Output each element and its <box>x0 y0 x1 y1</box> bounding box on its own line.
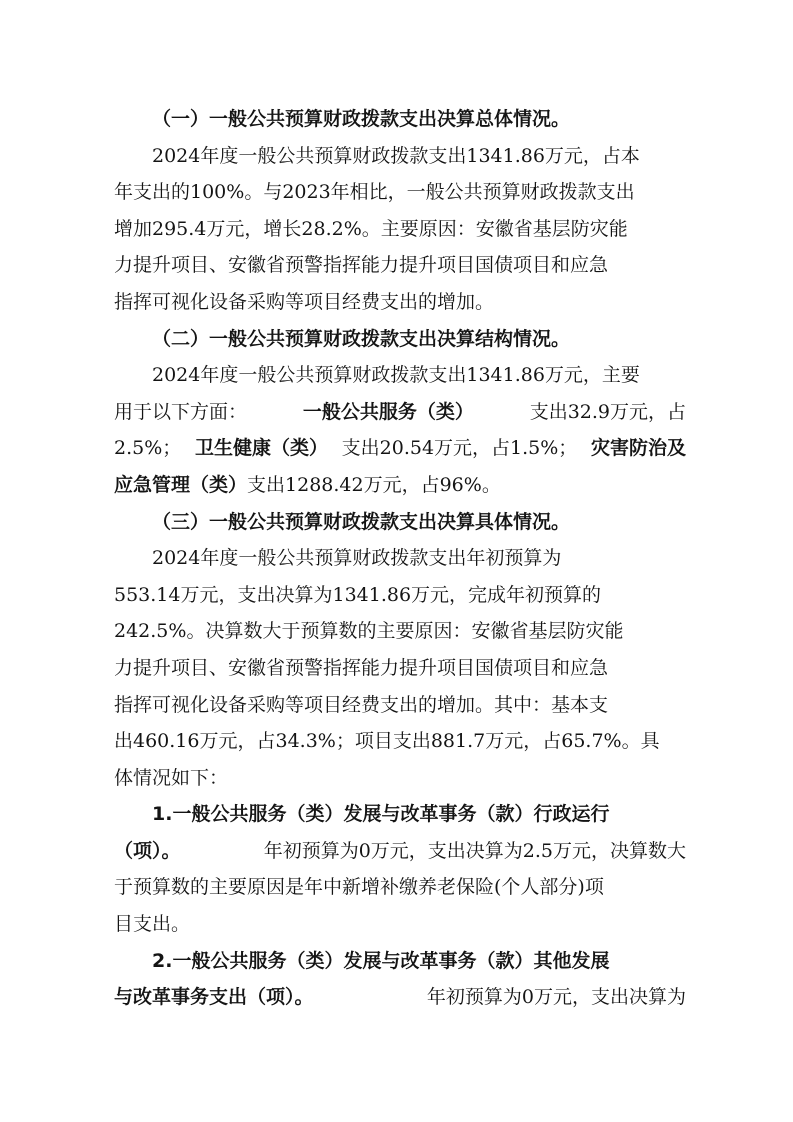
text-run: 支出1288.42万元，占96%。 <box>247 473 501 496</box>
paragraph-line <box>114 979 686 1016</box>
section-heading-1: （一）一般公共预算财政拨款支出决算总体情况。 <box>152 108 571 130</box>
item-2-title-end: 与改革事务支出（项）。 <box>114 986 314 1009</box>
text-run: 2024年度一般公共预算财政拨款支出1341.86万元，主要 <box>152 364 640 387</box>
text-run: 年初预算为0万元，支出决算为2.5万元，决算数大 <box>263 839 686 862</box>
document-body <box>114 101 686 1016</box>
category-name-disaster-prevention-part2: 应急管理（类） <box>114 473 248 496</box>
paragraph-line: 指挥可视化设备采购等项目经费支出的增加。其中：基本支 <box>114 693 609 716</box>
item-1-title-end: （项）。 <box>114 839 181 862</box>
paragraph-line: 增加295.4万元，增长28.2%。主要原因：安徽省基层防灾能 <box>114 217 628 240</box>
text-run: 用于以下方面： <box>114 400 248 423</box>
paragraph-line: 于预算数的主要原因是年中新增补缴养老保险(个人部分)项 <box>114 876 604 899</box>
paragraph-line: 2024年度一般公共预算财政拨款支出年初预算为 <box>152 547 562 570</box>
category-name-general-public-services: 一般公共服务（类） <box>302 400 474 423</box>
paragraph-line <box>114 394 686 431</box>
paragraph-line: 242.5%。决算数大于预算数的主要原因：安徽省基层防灾能 <box>114 620 624 643</box>
paragraph-line: 出460.16万元，占34.3%；项目支出881.7万元，占65.7%。具 <box>114 730 660 753</box>
paragraph-line <box>114 430 686 467</box>
paragraph-line <box>114 833 686 870</box>
paragraph-line: 体情况如下： <box>114 766 229 789</box>
text-run: 支出20.54万元，占1.5%； <box>341 437 578 460</box>
section-heading-2: （二）一般公共预算财政拨款支出决算结构情况。 <box>152 327 571 350</box>
category-name-health: 卫生健康（类） <box>194 437 328 460</box>
text-run: 支出32.9万元，占 <box>529 400 686 423</box>
section-heading-3: （三）一般公共预算财政拨款支出决算具体情况。 <box>152 510 571 533</box>
paragraph-line <box>114 467 686 504</box>
paragraph-line: 年支出的100%。与2023年相比，一般公共预算财政拨款支出 <box>114 181 635 204</box>
item-1-title: 1.一般公共服务（类）发展与改革事务（款）行政运行 <box>152 803 610 826</box>
paragraph-line: 553.14万元，支出决算为1341.86万元，完成年初预算的 <box>114 583 602 606</box>
paragraph-line: 目支出。 <box>114 913 191 936</box>
paragraph-line: 力提升项目、安徽省预警指挥能力提升项目国债项目和应急 <box>114 656 609 679</box>
paragraph-line: 指挥可视化设备采购等项目经费支出的增加。 <box>114 290 495 313</box>
item-2-title: 2.一般公共服务（类）发展与改革事务（款）其他发展 <box>152 949 610 972</box>
text-run: 2.5%； <box>114 437 182 460</box>
text-run: 年初预算为0万元，支出决算为 <box>426 986 686 1009</box>
paragraph-line <box>114 357 686 394</box>
paragraph-line: 力提升项目、安徽省预警指挥能力提升项目国债项目和应急 <box>114 254 609 277</box>
category-name-disaster-prevention-part1: 灾害防治及 <box>590 437 686 460</box>
paragraph-line: 2024年度一般公共预算财政拨款支出1341.86万元，占本 <box>152 144 640 167</box>
